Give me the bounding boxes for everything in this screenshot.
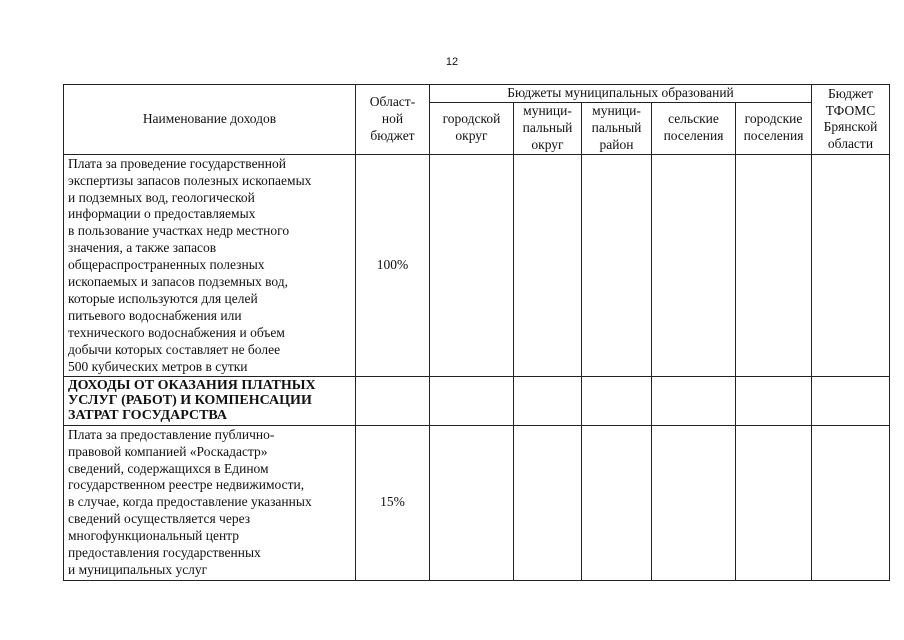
- header-regional-budget: Област- ной бюджет: [356, 85, 430, 155]
- empty-cell: [812, 376, 890, 425]
- header-rural-settlements: сельские поселения: [652, 103, 736, 155]
- section-heading-cell: ДОХОДЫ ОТ ОКАЗАНИЯ ПЛАТНЫХ УСЛУГ (РАБОТ) И КОМПЕНСАЦИИ ЗАТРАТ ГОСУДАРСТВА: [64, 376, 356, 425]
- header-municipal-district: муници- пальный район: [582, 103, 652, 155]
- table-row: [64, 376, 890, 425]
- empty-cell: [582, 425, 652, 580]
- empty-cell: [736, 425, 812, 580]
- empty-cell: [514, 425, 582, 580]
- empty-cell: [812, 154, 890, 376]
- header-tfoms-budget: Бюджет ТФОМС Брянской области: [812, 85, 890, 155]
- header-municipal-okrug: муници- пальный округ: [514, 103, 582, 155]
- empty-cell: [514, 376, 582, 425]
- empty-cell: [652, 425, 736, 580]
- empty-cell: [430, 376, 514, 425]
- revenue-distribution-table: [63, 84, 890, 581]
- empty-cell: [812, 425, 890, 580]
- table-row: [64, 425, 890, 580]
- regional-share-cell: 15%: [356, 425, 430, 580]
- empty-cell: [582, 154, 652, 376]
- empty-cell: [736, 376, 812, 425]
- regional-share-cell: 100%: [356, 154, 430, 376]
- header-urban-settlements: городские поселения: [736, 103, 812, 155]
- income-name-cell: Плата за проведение государственной экспертизы запасов полезных ископаемых и подземных вод, геологической информации о предоставляемых в пользование участках недр местного значения, а также запасов общераспространенных полезных ископаемых и запасов подземных вод, которые используются для целей питьевого водоснабжения или технического водоснабжения и объем добычи которых составляет не более 500 кубических метров в сутки: [64, 154, 356, 376]
- table-row: [64, 154, 890, 376]
- header-income-name: Наименование доходов: [64, 85, 356, 155]
- page-number: 12: [445, 56, 459, 68]
- header-city-district: городской округ: [430, 103, 514, 155]
- income-name-cell: Плата за предоставление публично- правовой компанией «Роскадастр» сведений, содержащихся в Едином государственном реестре недвижимости, в случае, когда предоставление указанных сведений осуществляется через многофункциональный центр предоставления государственных и муниципальных услуг: [64, 425, 356, 580]
- regional-share-cell: [356, 376, 430, 425]
- empty-cell: [582, 376, 652, 425]
- empty-cell: [430, 154, 514, 376]
- empty-cell: [514, 154, 582, 376]
- header-municipal-budgets: Бюджеты муниципальных образований: [430, 85, 812, 103]
- empty-cell: [652, 376, 736, 425]
- empty-cell: [430, 425, 514, 580]
- empty-cell: [736, 154, 812, 376]
- empty-cell: [652, 154, 736, 376]
